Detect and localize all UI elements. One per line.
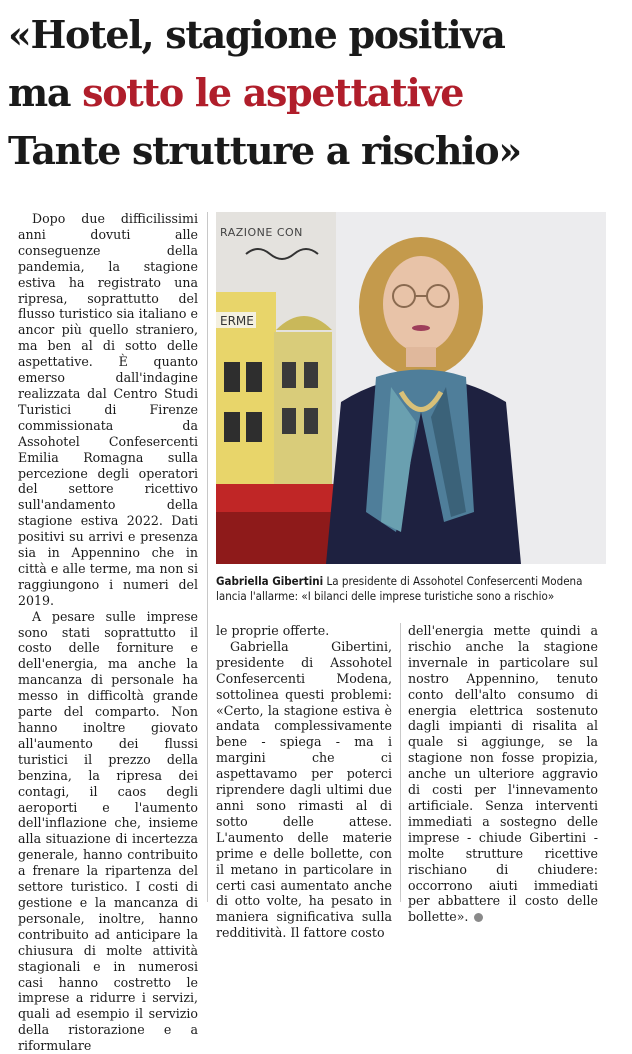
headline-line-3: Tante strutture a rischio» [8, 128, 521, 173]
portrait-photo [216, 212, 606, 564]
caption-text: La presidente di Assohotel Confesercenti Modena lancia l'allarme: «I bilanci delle imprese turistiche sono a rischio» [216, 574, 583, 603]
paragraph: le proprie offerte. [216, 623, 330, 638]
photo-sign-text: RAZIONE CON [220, 226, 303, 239]
article-photo [216, 212, 606, 564]
headline-line-2-lead: ma [8, 70, 83, 115]
caption-name: Gabriella Gibertini [216, 574, 324, 588]
article-column-1 [18, 211, 198, 1054]
headline-highlight: sotto le aspettative [82, 70, 464, 115]
article-column-3 [408, 623, 598, 925]
column-divider [207, 212, 208, 902]
photo-caption [216, 574, 612, 604]
paragraph: A pesare sulle imprese sono stati soprattutto il costo delle forniture e dell'energia, ma anche la mancanza di personale ha messo in difficoltà grande parte del comparto. Non hanno inoltre giovato all'aumento dei flussi turistici il prezzo della benzina, la ripresa dei contagi, il caos degli aeroporti e l'aumento dell'inflazione che, insieme alla situazione di incertezza generale, hanno contribuito a frenare la ripartenza del settore turistico. I costi di gestione e la mancanza di personale, inoltre, hanno contribuito ad anticipare la chiusura di molte attività stagionali e in numerosi casi hanno costretto le imprese a ridurre i servizi, quali ad esempio il servizio della ristorazione e a riformulare [18, 608, 198, 1054]
paragraph: Dopo due difficilissimi anni dovuti alle conseguenze della pandemia, la stagione estiva ha registrato una ripresa, soprattutto del flusso turistico sia italiano e ancor più quello straniero, ma ben al di sotto delle aspettative. È quanto emerso dall'indagine realizzata dal Centro Studi Turistici di Firenze commissionata da Assohotel Confesercenti Emilia Romagna sulla percezione degli operatori del settore ricettivo sull'andamento della stagione estiva 2022. Dati positivi su arrivi e presenza sia in Appennino che in città e alle terme, ma non si raggiungono i numeri del 2019. [18, 211, 198, 608]
column-divider [400, 623, 401, 902]
headline-line-2 [8, 64, 628, 122]
end-of-article-dot-icon [474, 913, 483, 922]
paragraph-text: dell'energia mette quindi a rischio anche la stagione invernale in particolare sul nostro Appennino, tenuto conto dell'alto consumo di energia elettrica sostenuto dagli impianti di risalita al quale si aggiunge, se la stagione non fosse propizia, anche un ulteriore aggravio di costi per l'innevamento artificiale. Senza interventi immediati a sostegno delle imprese - chiude Gibertini - molte strutture ricettive rischiano di chiudere: occorrono aiuti immediati per abbattere il costo delle bollette». [408, 623, 598, 925]
article-column-2 [216, 623, 392, 941]
headline-line-1: «Hotel, stagione positiva [8, 12, 505, 57]
headline [8, 6, 628, 180]
svg-text:ERME: ERME [220, 314, 254, 328]
paragraph [408, 623, 598, 925]
paragraph: Gabriella Gibertini, presidente di Assohotel Confesercenti Modena, sottolinea questi problemi: «Certo, la stagione estiva è andata complessivamente bene - spiega - ma i margini che ci aspettavamo per poterci riprendere dagli ultimi due anni sono rimasti al di sotto delle attese. L'aumento delle materie prime e delle bollette, con il metano in particolare in certi casi aumentato anche di otto volte, ha pesato in maniera significativa sulla redditività. Il fattore costo [216, 638, 392, 941]
